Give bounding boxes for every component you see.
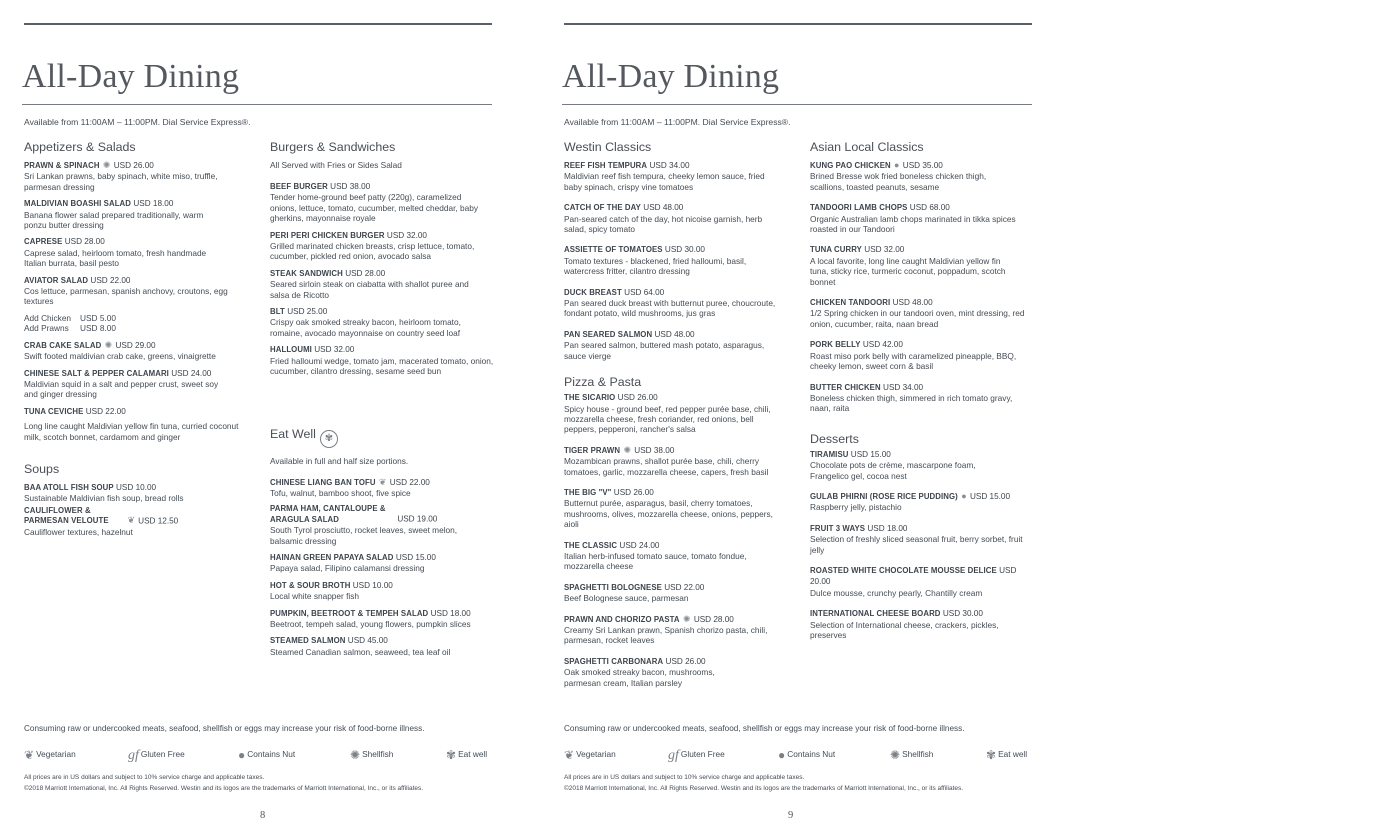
left-column	[564, 140, 792, 694]
item-name: CHICKEN TANDOORI	[810, 298, 891, 308]
section-heading: Burgers & Sandwiches	[270, 140, 396, 154]
legend-item	[446, 748, 487, 762]
menu-item	[24, 482, 252, 504]
menu-item	[564, 244, 792, 276]
item-price: USD 18.00	[867, 523, 908, 533]
eat-well-icon: ✾	[320, 430, 338, 448]
item-name: HAINAN GREEN PAPAYA SALAD	[270, 552, 394, 562]
menu-item	[564, 540, 792, 572]
item-name: AVIATOR SALAD	[24, 275, 89, 285]
gluten-free-icon: gf	[668, 748, 679, 763]
item-description: Grilled marinated chicken breasts, crisp lettuce, tomato, cucumber, pickled red onion, avocado salsa	[270, 241, 475, 262]
legend-label: Contains Nut	[787, 749, 836, 759]
menu-item	[564, 329, 792, 361]
item-description: Cauliflower textures, hazelnut	[24, 526, 133, 537]
item-description: Cos lettuce, parmesan, spanish anchovy, croutons, egg textures	[24, 286, 228, 307]
menu-item	[24, 340, 252, 362]
item-name: HOT & SOUR BROTH	[270, 580, 351, 590]
item-description: Maldivian squid in a salt and pepper crust, sweet soy and ginger dressing	[24, 378, 219, 400]
title-rule	[562, 104, 1032, 105]
section-heading-eat-well	[270, 427, 498, 448]
item-description: Crispy oak smoked streaky bacon, heirloom tomato, romaine, avocado mayonnaise on country seed loaf	[270, 317, 461, 338]
item-price: USD 48.00	[892, 298, 933, 308]
item-price: USD 26.00	[113, 161, 154, 170]
item-name: HALLOUMI	[270, 345, 312, 355]
menu-item	[270, 504, 498, 546]
menu-item	[564, 160, 792, 192]
item-name: FRUIT 3 WAYS	[810, 523, 866, 533]
title-rule	[22, 104, 492, 105]
item-price: USD 30.00	[664, 245, 705, 255]
item-price: USD 48.00	[643, 203, 684, 213]
menu-item	[810, 202, 1038, 234]
item-price: USD 15.00	[395, 552, 436, 562]
item-price: USD 22.00	[90, 275, 131, 285]
item-description: Roast miso pork belly with caramelized pineapple, BBQ, cheeky lemon, sweet corn & basil	[810, 350, 1017, 372]
item-name: CHINESE SALT & PEPPER CALAMARI	[24, 368, 169, 378]
item-price: USD 18.00	[430, 608, 471, 618]
item-price: USD 34.00	[649, 161, 690, 170]
menu-item	[24, 368, 252, 400]
menu-item	[564, 614, 792, 646]
item-name: CAULIFLOWER & PARMESAN VELOUTE	[24, 505, 109, 526]
item-description: Long line caught Maldivian yellow fin tuna, curried coconut milk, scotch bonnet, cardamom and ginger	[24, 421, 239, 442]
copyright-note: ©2018 Marriott International, Inc. All Rights Reserved. Westin and its logos are the trademarks of Marriott International, Inc., or its affiliates.	[24, 785, 424, 792]
item-description: South Tyrol prosciutto, rocket leaves, sweet melon, balsamic dressing	[270, 525, 458, 546]
dietary-legend	[24, 748, 494, 766]
section-heading: Pizza & Pasta	[564, 375, 642, 390]
item-description: Tomato textures - blackened, fried halloumi, basil, watercress fritter, cilantro dressing	[564, 255, 747, 277]
item-description: Mozambican prawns, shallot purée base, chili, cherry tomatoes, garlic, mozzarella cheese, capers, fresh basil	[564, 456, 769, 477]
menu-item	[810, 491, 1038, 513]
item-description: Selection of freshly sliced seasonal fruit, berry sorbet, fruit jelly	[810, 534, 1023, 555]
item-price: USD 12.50	[138, 516, 179, 526]
menu-item	[270, 306, 498, 338]
item-price: USD 25.00	[287, 307, 328, 317]
item-price: USD 22.00	[85, 406, 126, 416]
menu-item	[564, 656, 792, 688]
item-price: USD 18.00	[133, 199, 174, 209]
legend-item	[238, 748, 295, 762]
menu-item	[270, 344, 498, 376]
section-heading: Desserts	[810, 431, 859, 446]
item-name: KUNG PAO CHICKEN	[810, 161, 891, 170]
legend-label: Eat well	[458, 749, 488, 759]
add-on-label: Add Chicken	[24, 312, 72, 323]
item-price: USD 29.00	[115, 340, 156, 350]
vegetarian-icon: ❦	[378, 476, 387, 487]
item-description: Pan-seared catch of the day, hot nicoise garnish, herb salad, spicy tomato	[564, 213, 763, 235]
item-name: DUCK BREAST	[564, 287, 622, 297]
item-description: Pan seared duck breast with butternut puree, choucroute, fondant potato, wild mushrooms, jus gras	[564, 298, 776, 319]
item-price: USD 45.00	[347, 636, 388, 646]
item-description: Organic Australian lamb chops marinated in tikka spices roasted in our Tandoori	[810, 213, 1016, 235]
menu-item	[810, 297, 1038, 329]
item-price: USD 10.00	[352, 580, 393, 590]
availability-note: Available from 11:00AM – 11:00PM. Dial Service Express®.	[564, 117, 791, 127]
menu-item	[810, 608, 1038, 640]
item-price: USD 32.00	[314, 345, 355, 355]
item-description: Swift footed maldivian crab cake, greens, vinaigrette	[24, 351, 216, 362]
item-price: USD 34.00	[883, 382, 924, 392]
item-price: USD 38.00	[330, 182, 371, 191]
menu-item	[24, 275, 252, 307]
dietary-legend	[564, 748, 1034, 766]
menu-item	[810, 449, 1038, 481]
menu-item	[810, 339, 1038, 371]
legend-item	[564, 748, 616, 762]
item-name: PUMPKIN, BEETROOT & TEMPEH SALAD	[270, 608, 429, 618]
menu-item	[564, 392, 792, 435]
right-column	[810, 140, 1038, 646]
item-name: BUTTER CHICKEN	[810, 382, 881, 392]
menu-item	[24, 406, 252, 442]
legend-label: Eat well	[998, 749, 1028, 759]
shellfish-icon: ✺	[623, 444, 631, 455]
menu-item	[810, 565, 1038, 598]
section-heading: Eat Well	[270, 426, 316, 441]
legend-item	[778, 748, 835, 762]
legend-item	[986, 748, 1027, 762]
item-name: THE BIG "V"	[564, 487, 612, 497]
item-name: CAPRESE	[24, 237, 63, 247]
item-description: Maldivian reef fish tempura, cheeky lemon sauce, fried baby spinach, crispy vine tomatoes	[564, 171, 765, 192]
item-description: Sustainable Maldivian fish soup, bread rolls	[24, 493, 184, 504]
item-name: TIRAMISU	[810, 449, 849, 459]
right-column	[270, 140, 498, 663]
section-heading: Soups	[24, 461, 60, 476]
nut-icon: ●	[894, 160, 900, 170]
legend-item	[668, 748, 725, 764]
menu-item	[564, 202, 792, 234]
vegetarian-icon: ❦	[24, 748, 35, 762]
item-name: PORK BELLY	[810, 340, 861, 350]
menu-item	[564, 487, 792, 530]
item-description: Banana flower salad prepared traditionally, warm ponzu butter dressing	[24, 209, 204, 231]
item-price: USD 26.00	[617, 393, 658, 403]
item-name: ASSIETTE OF TOMATOES	[564, 245, 663, 255]
menu-item	[270, 181, 498, 224]
item-price: USD 24.00	[171, 368, 212, 378]
vegetarian-icon: ❦	[564, 748, 575, 762]
item-description: Seared sirloin steak on ciabatta with shallot puree and salsa de Ricotto	[270, 279, 469, 300]
menu-item	[270, 552, 498, 574]
shellfish-icon: ✺	[102, 160, 111, 170]
item-name: PARMA HAM, CANTALOUPE & ARAGULA SALAD	[270, 504, 386, 524]
item-price: USD 42.00	[862, 340, 903, 350]
page-title: All-Day Dining	[22, 58, 240, 95]
section-heading: Asian Local Classics	[810, 140, 924, 154]
nut-icon: ●	[778, 748, 786, 762]
legend-label: Gluten Free	[140, 749, 185, 759]
item-price: USD 35.00	[902, 161, 943, 170]
item-description: Oak smoked streaky bacon, mushrooms, parmesan cream, Italian parsley	[564, 667, 715, 688]
legend-label: Shellfish	[362, 749, 394, 759]
item-description: Boneless chicken thigh, simmered in rich tomato gravy, naan, raita	[810, 392, 1013, 414]
item-price: USD 48.00	[654, 329, 695, 339]
item-price: USD 28.00	[64, 237, 105, 247]
item-name: PERI PERI CHICKEN BURGER	[270, 230, 385, 240]
item-description: Sri Lankan prawns, baby spinach, white miso, truffle, parmesan dressing	[24, 171, 218, 192]
item-name: PRAWN AND CHORIZO PASTA	[564, 614, 680, 624]
page-number: 8	[260, 810, 266, 821]
item-description: Papaya salad, Filipino calamansi dressing	[270, 563, 425, 574]
item-name: BAA ATOLL FISH SOUP	[24, 482, 114, 492]
menu-item	[270, 580, 498, 602]
legend-label: Contains Nut	[247, 749, 296, 759]
nut-icon: ●	[961, 490, 967, 501]
item-name: CHINESE LIANG BAN TOFU	[270, 477, 376, 487]
menu-item	[564, 287, 792, 319]
legend-item	[350, 748, 393, 762]
menu-item	[810, 160, 1038, 192]
item-price: USD 68.00	[909, 203, 950, 213]
food-safety-disclaimer: Consuming raw or undercooked meats, seafood, shellfish or eggs may increase your risk of food-borne illness.	[24, 724, 425, 733]
legend-item	[24, 748, 76, 762]
menu-page-9	[562, 0, 1032, 840]
add-on-item	[24, 323, 252, 333]
shellfish-icon: ✺	[350, 748, 361, 762]
menu-item	[270, 608, 498, 630]
shellfish-icon: ✺	[104, 339, 113, 350]
item-description: Beetroot, tempeh salad, young flowers, pumpkin slices	[270, 618, 471, 629]
menu-page-8	[22, 0, 492, 840]
menu-item	[270, 230, 498, 262]
item-name: BLT	[270, 307, 285, 317]
menu-item	[24, 236, 252, 268]
vegetarian-icon: ❦	[127, 515, 135, 526]
item-name: TIGER PRAWN	[564, 445, 621, 455]
item-name: STEAK SANDWICH	[270, 268, 343, 278]
item-price: USD 15.00	[969, 491, 1011, 501]
legend-label: Shellfish	[902, 749, 934, 759]
copyright-note: ©2018 Marriott International, Inc. All Rights Reserved. Westin and its logos are the trademarks of Marriott International, Inc., or its affiliates.	[564, 785, 964, 792]
section-heading: Appetizers & Salads	[24, 140, 136, 154]
food-safety-disclaimer: Consuming raw or undercooked meats, seafood, shellfish or eggs may increase your risk of food-borne illness.	[564, 724, 965, 733]
item-price: USD 30.00	[942, 609, 983, 619]
legend-label: Vegetarian	[576, 749, 616, 759]
item-description: Spicy house - ground beef, red pepper purée base, chili, mozzarella cheese, fresh coriander, red onions, bell peppers, pepperoni, rancher's salsa	[564, 403, 771, 435]
item-name: STEAMED SALMON	[270, 636, 346, 646]
add-on-price: USD 5.00	[80, 312, 116, 323]
item-description: A local favorite, long line caught Maldivian yellow fin tuna, sticky rice, turmeric coconut, poppadum, scotch bonnet	[810, 255, 1006, 287]
menu-item	[270, 268, 498, 300]
item-description: 1/2 Spring chicken in our tandoori oven, mint dressing, red onion, cucumber, raita, naan bread	[810, 308, 1025, 329]
top-rule	[24, 23, 492, 25]
section-note: Available in full and half size portions.	[270, 455, 409, 466]
item-name: CATCH OF THE DAY	[564, 203, 641, 213]
shellfish-icon: ✺	[682, 613, 691, 624]
item-description: Pan seared salmon, buttered mash potato, asparagus, sauce vierge	[564, 340, 765, 361]
item-description: Italian herb-infused tomato sauce, tomato fondue, mozzarella cheese	[564, 550, 747, 572]
add-on-label: Add Prawns	[24, 323, 69, 334]
item-price: USD 10.00	[116, 482, 157, 492]
item-price: USD 20.00	[810, 565, 1017, 587]
gluten-free-icon: gf	[128, 748, 139, 763]
pricing-note: All prices are in US dollars and subject to 10% service charge and applicable taxes.	[24, 774, 265, 781]
page-title: All-Day Dining	[562, 58, 780, 95]
item-description: Beef Bolognese sauce, parmesan	[564, 593, 689, 604]
item-name: TUNA CURRY	[810, 245, 862, 255]
item-name: REEF FISH TEMPURA	[564, 161, 648, 170]
item-name: THE CLASSIC	[564, 540, 618, 550]
item-price: USD 24.00	[619, 540, 660, 550]
item-description: Chocolate pots de crème, mascarpone foam, Frangelico gel, cocoa nest	[810, 460, 976, 481]
item-price: USD 22.00	[389, 477, 430, 487]
legend-item	[128, 748, 185, 764]
pricing-note: All prices are in US dollars and subject to 10% service charge and applicable taxes.	[564, 774, 805, 781]
item-name: ROASTED WHITE CHOCOLATE MOUSSE DELICE	[810, 565, 997, 575]
item-description: Tofu, walnut, bamboo shoot, five spice	[270, 487, 411, 498]
legend-item	[890, 748, 933, 762]
item-name: BEEF BURGER	[270, 182, 328, 191]
item-description: Creamy Sri Lankan prawn, Spanish chorizo pasta, chili, parmesan, rocket leaves	[564, 625, 768, 646]
item-description: Steamed Canadian salmon, seaweed, tea leaf oil	[270, 646, 451, 657]
menu-item	[564, 445, 792, 477]
item-price: USD 26.00	[613, 487, 654, 497]
menu-item	[270, 635, 498, 657]
item-description: Fried halloumi wedge, tomato jam, macerated tomato, onion, cucumber, cilantro dressing, sesame seed bun	[270, 355, 494, 377]
item-name: THE SICARIO	[564, 393, 616, 403]
item-description: Caprese salad, heirloom tomato, fresh handmade Italian burrata, basil pesto	[24, 247, 207, 269]
item-name: TANDOORI LAMB CHOPS	[810, 203, 908, 213]
menu-item	[810, 523, 1038, 555]
add-on-price: USD 8.00	[80, 323, 116, 334]
item-name: PRAWN & SPINACH	[24, 161, 100, 170]
item-name: SPAGHETTI CARBONARA	[564, 656, 664, 666]
top-rule	[564, 23, 1032, 25]
menu-item	[270, 477, 498, 499]
item-name: GULAB PHIRNI (ROSE RICE PUDDING)	[810, 491, 958, 501]
add-on-list	[24, 313, 252, 334]
menu-item	[564, 582, 792, 604]
item-name: TUNA CEVICHE	[24, 406, 84, 416]
item-name: MALDIVIAN BOASHI SALAD	[24, 199, 132, 209]
item-name: INTERNATIONAL CHEESE BOARD	[810, 609, 941, 619]
eat-well-icon: ✾	[986, 748, 997, 762]
item-price: USD 15.00	[850, 449, 891, 459]
eat-well-icon: ✾	[446, 748, 457, 762]
item-price: USD 38.00	[634, 445, 675, 455]
menu-item	[24, 198, 252, 230]
item-price: USD 32.00	[864, 245, 905, 255]
item-description: Dulce mousse, crunchy pearly, Chantilly cream	[810, 587, 983, 598]
item-name: SPAGHETTI BOLOGNESE	[564, 582, 662, 592]
item-price: USD 19.00	[397, 514, 438, 524]
item-description: Raspberry jelly, pistachio	[810, 502, 902, 513]
menu-item	[24, 160, 252, 192]
item-price: USD 28.00	[693, 614, 734, 624]
item-description: Butternut purée, asparagus, basil, cherry tomatoes, mushrooms, olives, mozzarella cheese, onions, peppers, aioli	[564, 498, 773, 530]
page-number: 9	[788, 810, 794, 821]
item-name: PAN SEARED SALMON	[564, 329, 653, 339]
item-price: USD 22.00	[664, 582, 705, 592]
left-column	[24, 140, 252, 543]
item-price: USD 32.00	[386, 230, 427, 240]
item-price: USD 28.00	[345, 268, 386, 278]
item-price: USD 64.00	[624, 287, 665, 297]
legend-label: Gluten Free	[680, 749, 725, 759]
menu-item	[810, 244, 1038, 287]
availability-note: Available from 11:00AM – 11:00PM. Dial Service Express®.	[24, 117, 251, 127]
item-description: Local white snapper fish	[270, 591, 360, 602]
item-description: Selection of International cheese, crackers, pickles, preserves	[810, 619, 999, 640]
section-heading: Westin Classics	[564, 140, 652, 154]
add-on-item	[24, 313, 252, 323]
item-name: CRAB CAKE SALAD	[24, 340, 102, 350]
item-description: Brined Bresse wok fried boneless chicken thigh, scallions, toasted peanuts, sesame	[810, 171, 987, 192]
nut-icon: ●	[238, 748, 246, 762]
menu-item	[810, 382, 1038, 414]
legend-label: Vegetarian	[36, 749, 76, 759]
section-note: All Served with Fries or Sides Salad	[270, 160, 402, 170]
menu-item	[24, 506, 252, 537]
item-price: USD 26.00	[665, 656, 706, 666]
shellfish-icon: ✺	[890, 748, 901, 762]
item-description: Tender home-ground beef patty (220g), caramelized onions, lettuce, tomato, cucumber, melted cheddar, baby gherkins, mayonnaise royale	[270, 192, 479, 224]
